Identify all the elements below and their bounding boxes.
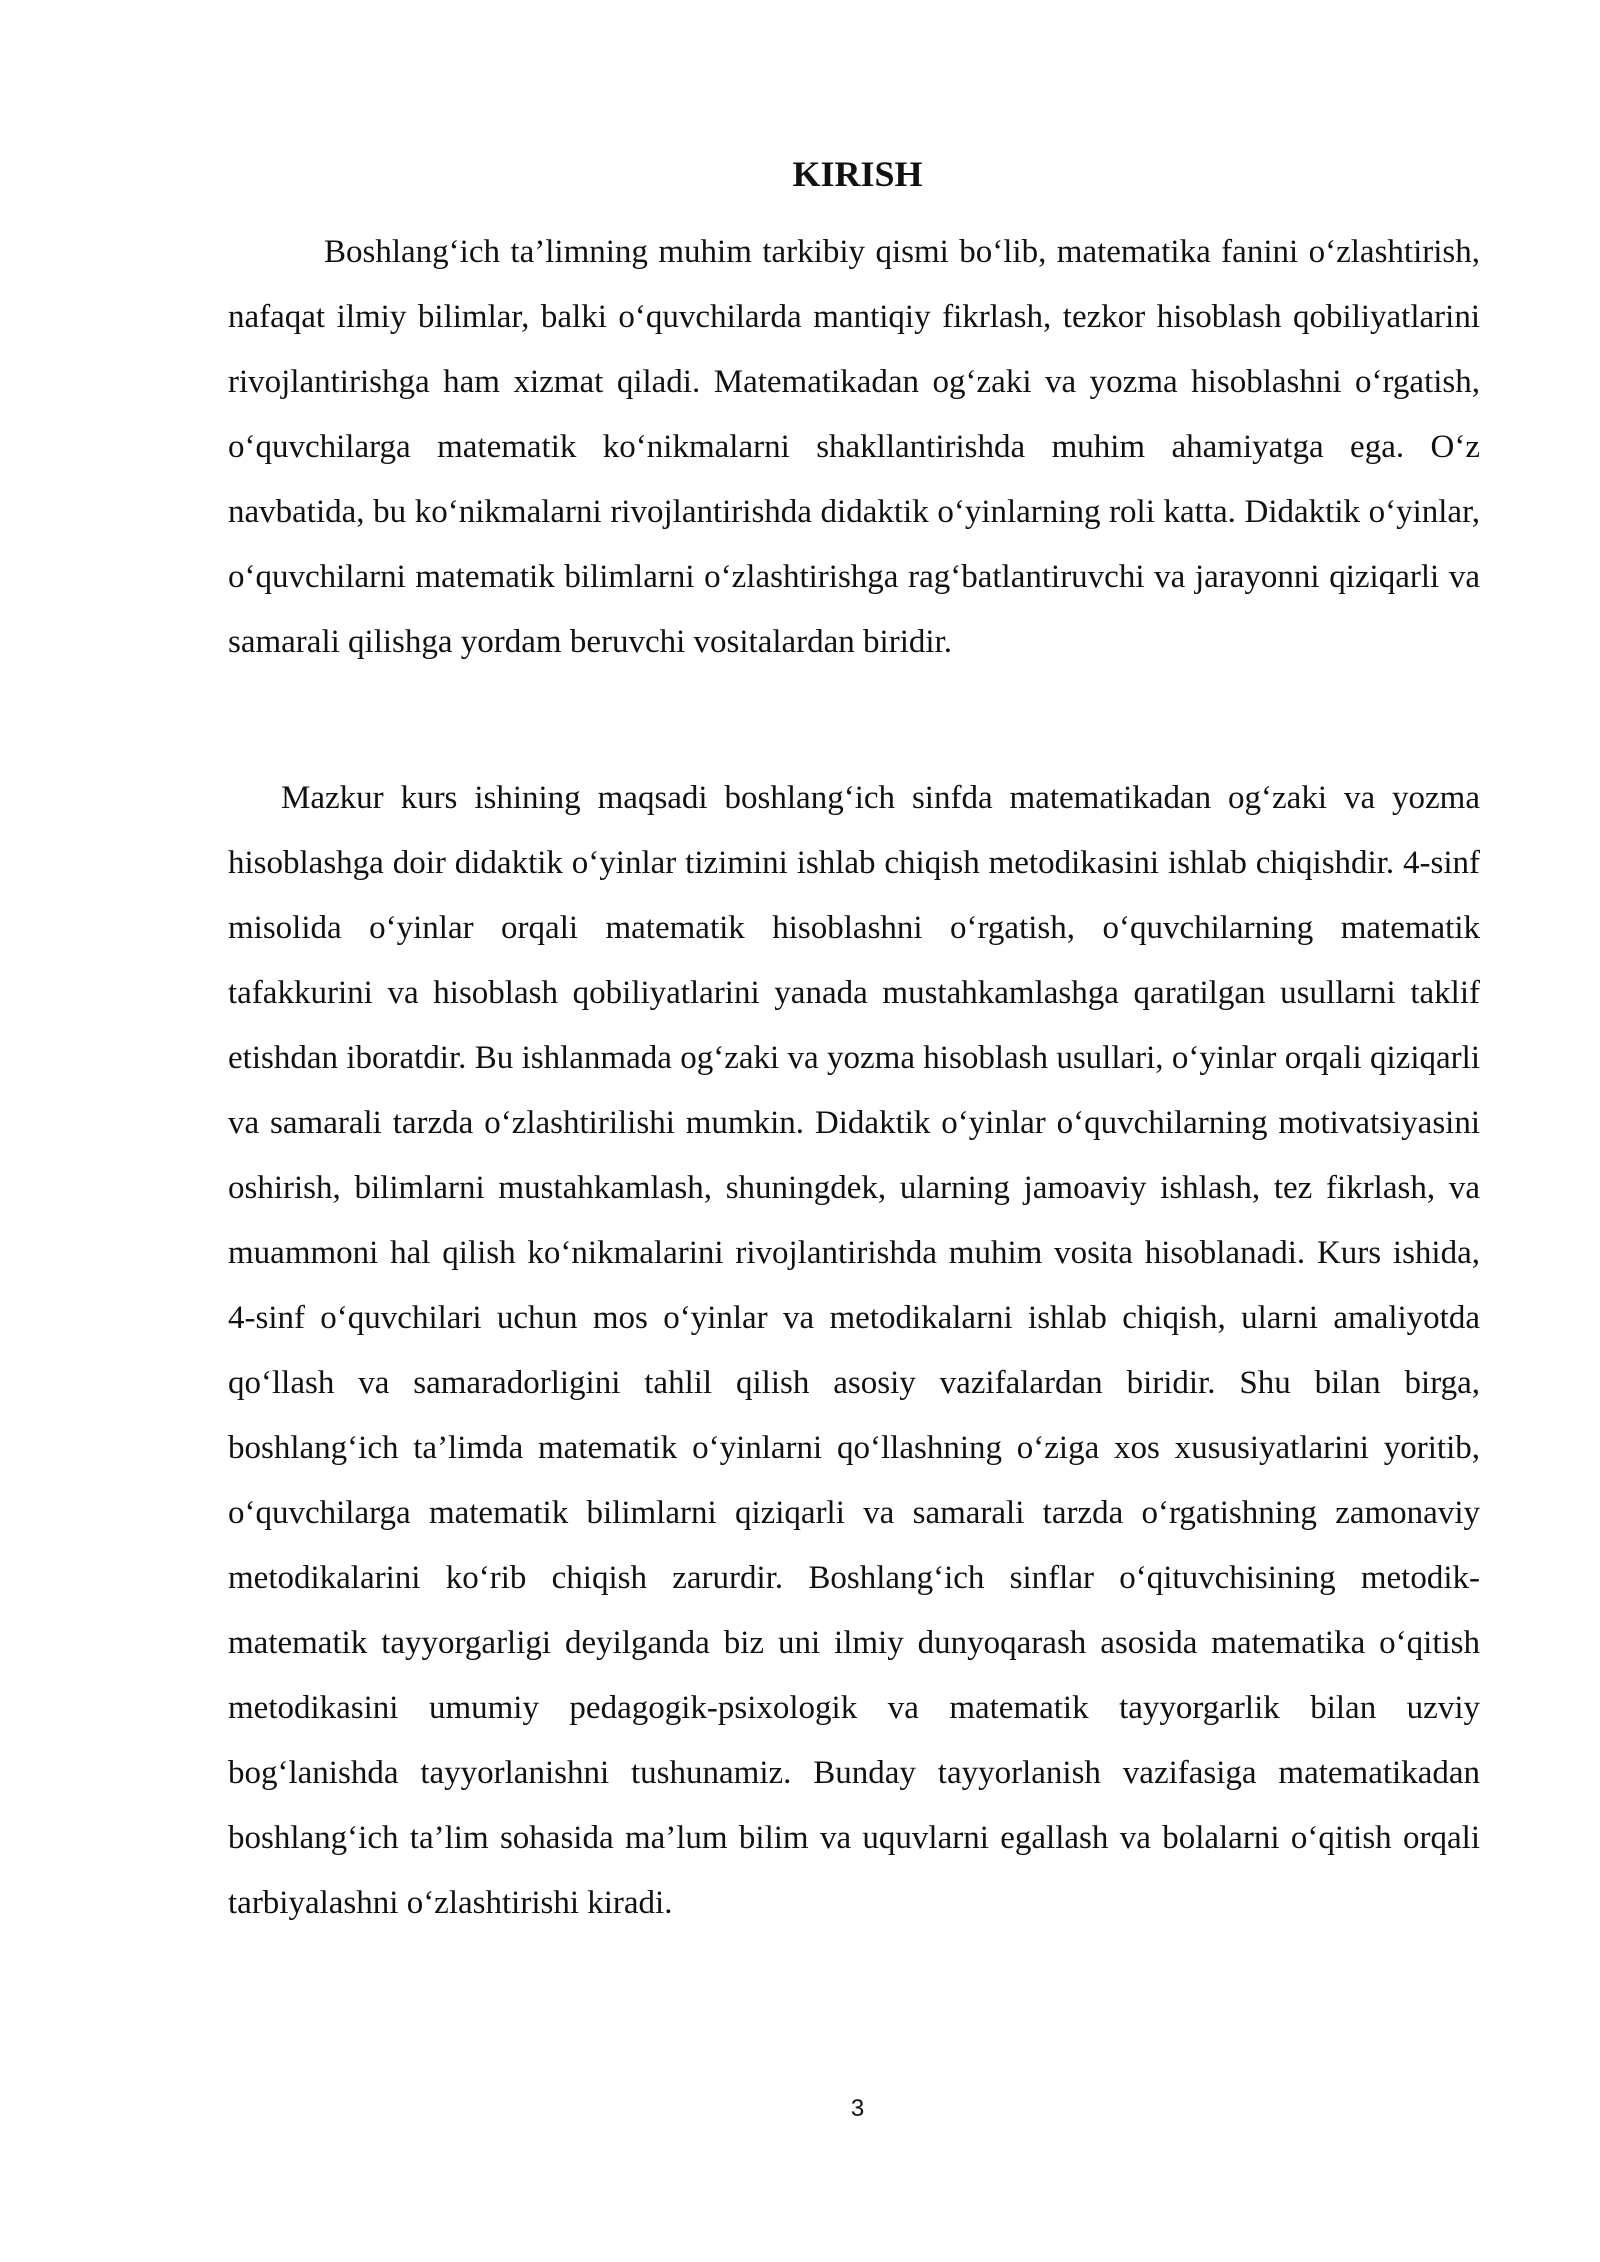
section-title: KIRISH: [792, 154, 923, 194]
paragraph-introduction: Boshlang‘ich ta’limning muhim tarkibiy qismi bo‘lib, matematika fanini o‘zlashtirish, nafaqat ilmiy bilimlar, balki o‘quvchilarda mantiqiy fikrlash, tezkor hisoblash qobiliyatlarini rivojlantirishga ham xizmat qiladi. Matematikadan og‘zaki va yozma hisoblashni o‘rgatish, o‘quvchilarga matematik ko‘nikmalarni shakllantirishda muhim ahamiyatga ega. O‘z navbatida, bu ko‘nikmalarni rivojlantirishda didaktik o‘yinlarning roli katta. Didaktik o‘yinlar, o‘quvchilarni matematik bilimlarni o‘zlashtirishga rag‘batlantiruvchi va jarayonni qiziqarli va samarali qilishga yordam beruvchi vositalardan biridir.: [228, 234, 1480, 660]
paragraph-objective: Mazkur kurs ishining maqsadi boshlang‘ich sinfda matematikadan og‘zaki va yozma hisoblashga doir didaktik o‘yinlar tizimini ishlab chiqish metodikasini ishlab chiqishdir. 4-sinf misolida o‘yinlar orqali matematik hisoblashni o‘rgatish, o‘quvchilarning matematik tafakkurini va hisoblash qobiliyatlarini yanada mustahkamlashga qaratilgan usullarni taklif etishdan iboratdir. Bu ishlanmada og‘zaki va yozma hisoblash usullari, o‘yinlar orqali qiziqarli va samarali tarzda o‘zlashtirilishi mumkin. Didaktik o‘yinlar o‘quvchilarning motivatsiyasini oshirish, bilimlarni mustahkamlash, shuningdek, ularning jamoaviy ishlash, tez fikrlash, va muammoni hal qilish ko‘nikmalarini rivojlantirishda muhim vosita hisoblanadi. Kurs ishida, 4-sinf o‘quvchilari uchun mos o‘yinlar va metodikalarni ishlab chiqish, ularni amaliyotda qo‘llash va samaradorligini tahlil qilish asosiy vazifalardan biridir. Shu bilan birga, boshlang‘ich ta’limda matematik o‘yinlarni qo‘llashning o‘ziga xos xususiyatlarini yoritib, o‘quvchilarga matematik bilimlarni qiziqarli va samarali tarzda o‘rgatishning zamonaviy metodikalarini ko‘rib chiqish zarurdir. Boshlang‘ich sinflar o‘qituvchisining metodik-matematik tayyorgarligi deyilganda biz uni ilmiy dunyoqarash asosida matematika o‘qitish metodikasini umumiy pedagogik-psixologik va matematik tayyorgarlik bilan uzviy bog‘lanishda tayyorlanishni tushunamiz. Bunday tayyorlanish vazifasiga matematikadan boshlang‘ich ta’lim sohasida ma’lum bilim va uquvlarni egallash va bolalarni o‘qitish orqali tarbiyalashni o‘zlashtirishi kiradi.: [228, 780, 1480, 1921]
page-number: 3: [850, 2095, 865, 2122]
